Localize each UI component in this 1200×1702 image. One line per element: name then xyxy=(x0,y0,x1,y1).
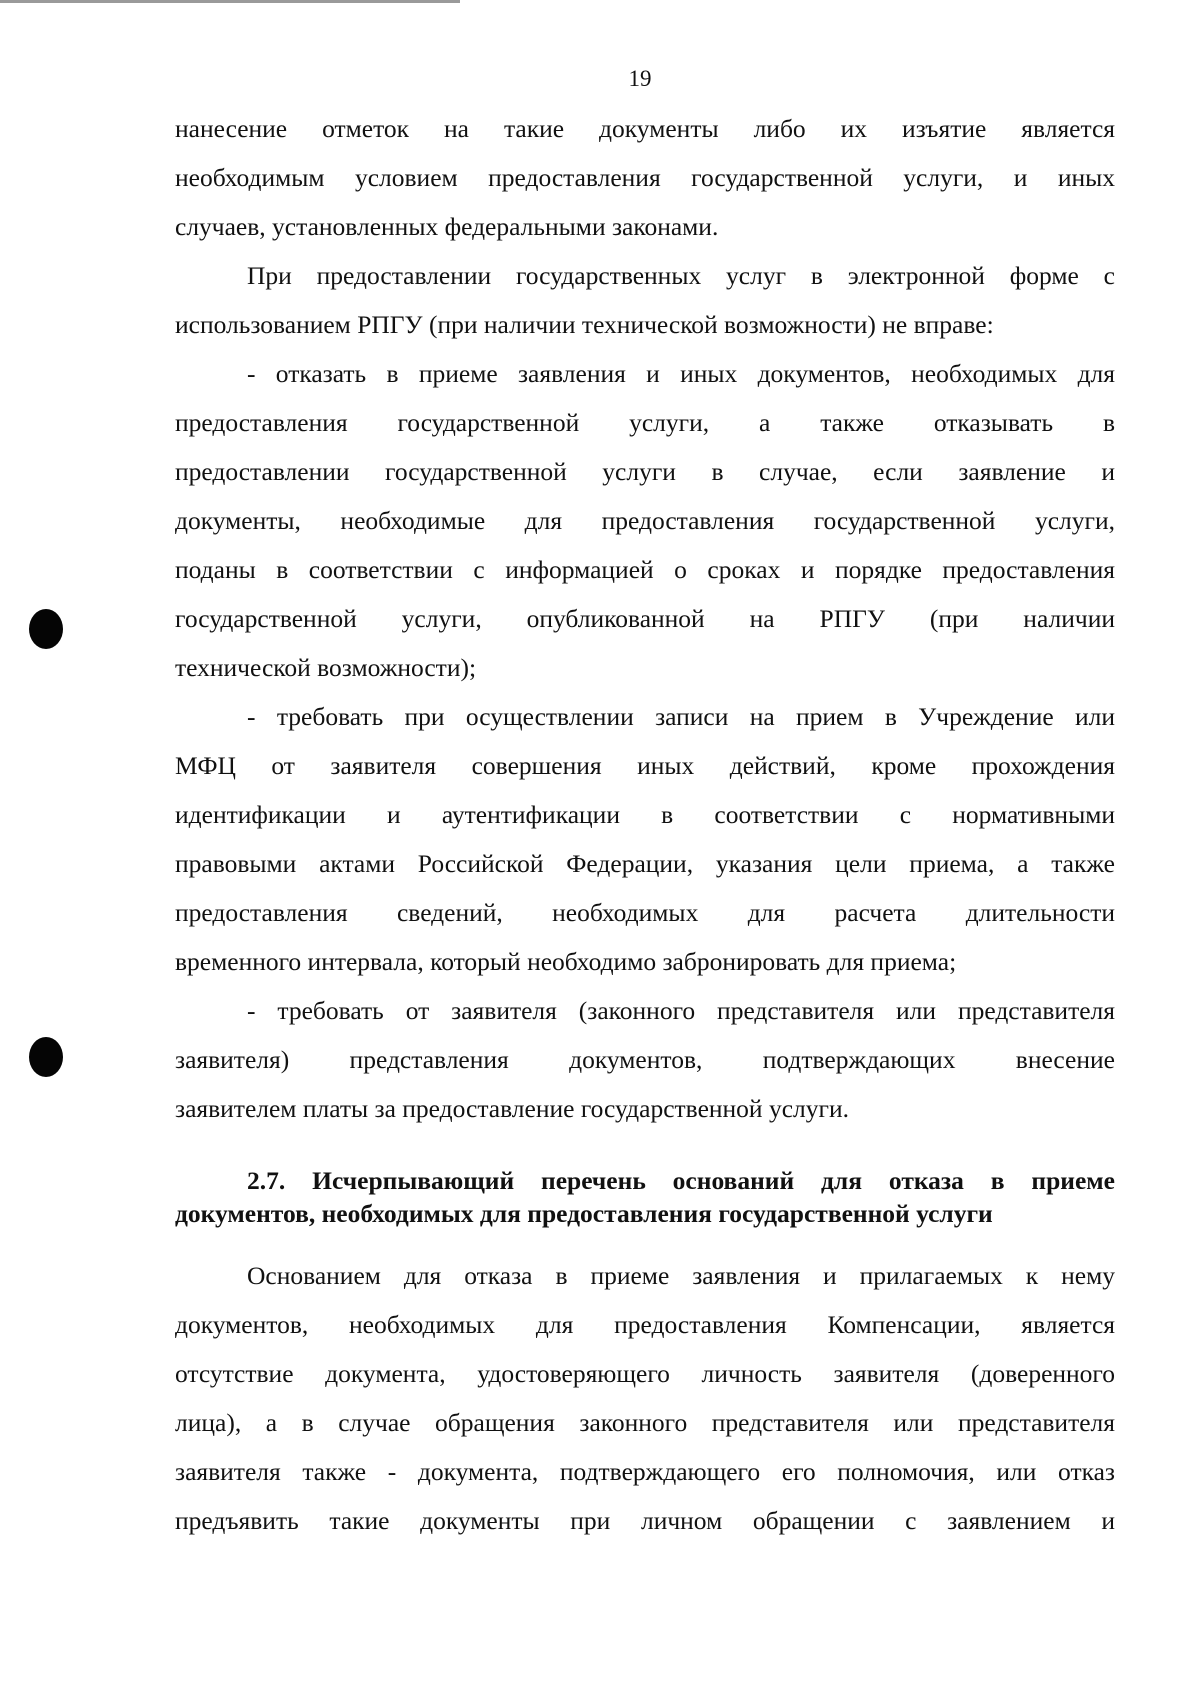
text-line: При предоставлении государственных услуг в электронной форме с xyxy=(247,261,1115,290)
punch-hole-top xyxy=(29,609,63,649)
text-line: МФЦ от заявителя совершения иных действий, кроме прохождения xyxy=(175,751,1115,780)
text-line: технической возможности); xyxy=(175,653,477,682)
text-line: необходимым условием предоставления государственной услуги, и иных xyxy=(175,163,1115,192)
heading-line: 2.7. Исчерпывающий перечень оснований для отказа в приеме xyxy=(247,1166,1115,1195)
text-line: случаев, установленных федеральными законами. xyxy=(175,212,719,241)
text-line: предъявить такие документы при личном обращении с заявлением и xyxy=(175,1506,1115,1535)
text-line: заявителя) представления документов, подтверждающих внесение xyxy=(175,1045,1115,1074)
text-line: правовыми актами Российской Федерации, указания цели приема, а также xyxy=(175,849,1115,878)
text-line: документов, необходимых для предоставления Компенсации, является xyxy=(175,1310,1115,1339)
paragraph-electronic-form xyxy=(175,254,1115,352)
scan-edge-line xyxy=(0,0,460,3)
document-body xyxy=(175,107,1115,1548)
text-line: - требовать от заявителя (законного представителя или представителя xyxy=(247,996,1115,1025)
paragraph-refusal-grounds xyxy=(175,1254,1115,1548)
text-line: идентификации и аутентификации в соответствии с нормативными xyxy=(175,800,1115,829)
text-line: временного интервала, который необходимо забронировать для приема; xyxy=(175,947,957,976)
paragraph-appointment-requirements xyxy=(175,695,1115,989)
text-line: поданы в соответствии с информацией о сроках и порядке предоставления xyxy=(175,555,1115,584)
text-line: предоставления сведений, необходимых для расчета длительности xyxy=(175,898,1115,927)
text-line: заявителя также - документа, подтверждающего его полномочия, или отказ xyxy=(175,1457,1115,1486)
text-line: отсутствие документа, удостоверяющего личность заявителя (доверенного xyxy=(175,1359,1115,1388)
page-number: 19 xyxy=(628,66,652,91)
paragraph-payment-documents xyxy=(175,989,1115,1136)
heading-line: документов, необходимых для предоставления государственной услуги xyxy=(175,1199,993,1228)
punch-hole-bottom xyxy=(29,1037,63,1077)
text-line: - отказать в приеме заявления и иных документов, необходимых для xyxy=(247,359,1115,388)
text-line: предоставления государственной услуги, а также отказывать в xyxy=(175,408,1115,437)
text-line: использованием РПГУ (при наличии технической возможности) не вправе: xyxy=(175,310,994,339)
text-line: лица), а в случае обращения законного представителя или представителя xyxy=(175,1408,1115,1437)
text-line: документы, необходимые для предоставления государственной услуги, xyxy=(175,506,1115,535)
section-heading xyxy=(175,1164,1115,1230)
text-line: предоставлении государственной услуги в случае, если заявление и xyxy=(175,457,1115,486)
text-line: государственной услуги, опубликованной на РПГУ (при наличии xyxy=(175,604,1115,633)
text-line: - требовать при осуществлении записи на прием в Учреждение или xyxy=(247,702,1115,731)
paragraph-refuse-acceptance xyxy=(175,352,1115,695)
text-line: заявителем платы за предоставление государственной услуги. xyxy=(175,1094,849,1123)
text-line: Основанием для отказа в приеме заявления и прилагаемых к нему xyxy=(247,1261,1115,1290)
paragraph-continuation xyxy=(175,107,1115,254)
text-line: нанесение отметок на такие документы либо их изъятие является xyxy=(175,114,1115,143)
